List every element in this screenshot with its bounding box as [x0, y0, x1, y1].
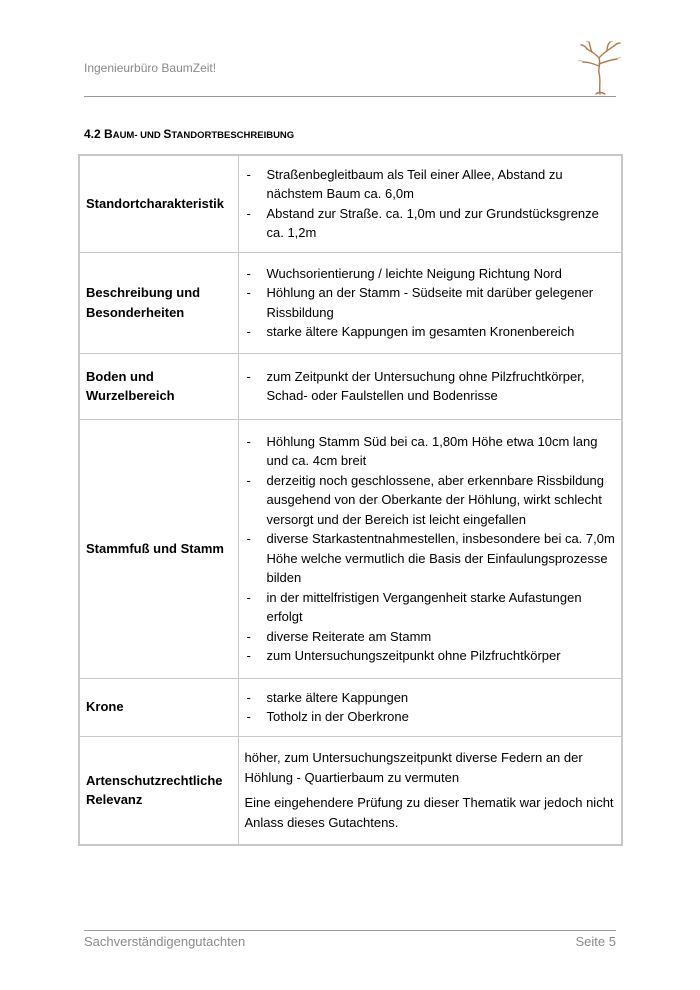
row-label: Beschreibung und Besonderheiten	[79, 252, 238, 353]
list-item: - in der mittelfristigen Vergangenheit starke Aufastungen erfolgt	[245, 588, 616, 627]
list-item: - starke ältere Kappungen im gesamten Kronenbereich	[245, 322, 616, 342]
page-number: Seite 5	[575, 934, 616, 949]
paragraph: höher, zum Untersuchungszeitpunkt diverse Federn an der Höhlung - Quartierbaum zu vermuten	[244, 750, 583, 785]
table-row	[79, 736, 622, 845]
list-item: - Abstand zur Straße. ca. 1,0m und zur Grundstücksgrenze ca. 1,2m	[245, 204, 616, 243]
row-label: Artenschutzrechtliche Relevanz	[79, 736, 238, 845]
paragraph: Eine eingehendere Prüfung zu dieser Thematik war jedoch nicht Anlass dieses Gutachtens.	[244, 795, 614, 830]
table-row	[79, 353, 622, 419]
row-content	[238, 353, 622, 419]
list-item: - starke ältere Kappungen	[245, 688, 616, 708]
list-item: - Höhlung Stamm Süd bei ca. 1,80m Höhe etwa 10cm lang und ca. 4cm breit	[245, 432, 616, 471]
list-item: - zum Zeitpunkt der Untersuchung ohne Pilzfruchtkörper, Schad- oder Faulstellen und Bodenrisse	[245, 367, 616, 406]
table-row	[79, 252, 622, 353]
list-item: - diverse Starkastentnahmestellen, insbesondere bei ca. 7,0m Höhe welche vermutlich die Basis der Einfaulungsprozesse bilden	[245, 529, 616, 588]
footer-document-title: Sachverständigengutachten	[84, 934, 246, 949]
list-item: - Straßenbegleitbaum als Teil einer Allee, Abstand zu nächstem Baum ca. 6,0m	[245, 165, 616, 204]
row-label: Boden und Wurzelbereich	[79, 353, 238, 419]
row-content	[238, 155, 622, 252]
tree-description-table	[78, 154, 623, 846]
row-content	[238, 736, 622, 845]
header-divider	[84, 96, 616, 97]
row-label: Krone	[79, 678, 238, 736]
tree-logo-icon	[576, 40, 622, 96]
list-item: - Wuchsorientierung / leichte Neigung Richtung Nord	[245, 264, 616, 284]
list-item: - zum Untersuchungszeitpunkt ohne Pilzfruchtkörper	[245, 646, 616, 666]
list-item: - Höhlung an der Stamm - Südseite mit darüber gelegener Rissbildung	[245, 283, 616, 322]
row-content	[238, 419, 622, 678]
header-company-name: Ingenieurbüro BaumZeit!	[84, 61, 217, 75]
footer-divider	[84, 930, 616, 931]
list-item: - diverse Reiterate am Stamm	[245, 627, 616, 647]
table-row	[79, 419, 622, 678]
row-label: Standortcharakteristik	[79, 155, 238, 252]
row-content	[238, 252, 622, 353]
row-label: Stammfuß und Stamm	[79, 419, 238, 678]
table-row	[79, 678, 622, 736]
list-item: - derzeitig noch geschlossene, aber erkennbare Rissbildung ausgehend von der Oberkante der Höhlung, wirkt schlecht versorgt und der Bereich ist leicht eingefallen	[245, 471, 616, 530]
table-row	[79, 155, 622, 252]
section-heading: 4.2 BAUM- UND STANDORTBESCHREIBUNG	[84, 127, 295, 141]
list-item: - Totholz in der Oberkrone	[245, 707, 616, 727]
row-content	[238, 678, 622, 736]
